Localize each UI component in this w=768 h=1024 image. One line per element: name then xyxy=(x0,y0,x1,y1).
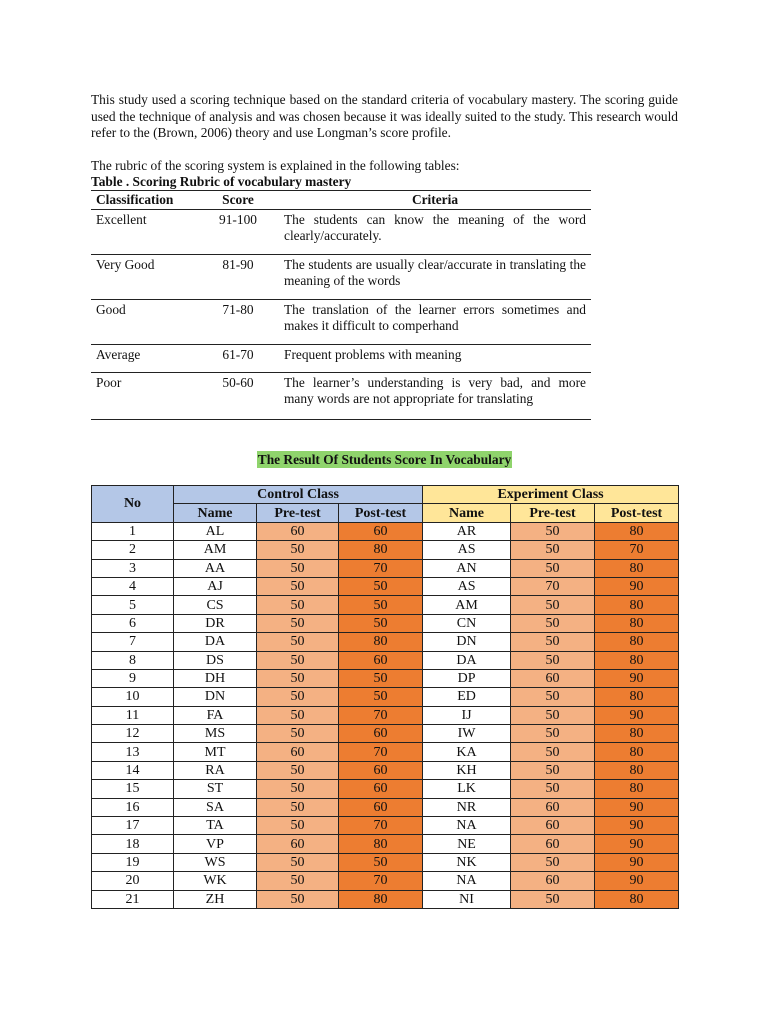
control-name-cell: ZH xyxy=(174,890,257,908)
control-posttest-cell: 70 xyxy=(339,743,423,761)
rubric-score: 91-100 xyxy=(197,210,279,255)
experiment-pretest-cell: 50 xyxy=(511,651,595,669)
experiment-pretest-cell: 50 xyxy=(511,890,595,908)
experiment-pretest-cell: 60 xyxy=(511,817,595,835)
control-pretest-cell: 50 xyxy=(257,780,339,798)
control-name-cell: AM xyxy=(174,541,257,559)
experiment-name-cell: IW xyxy=(423,725,511,743)
experiment-pretest-cell: 50 xyxy=(511,780,595,798)
control-name-cell: FA xyxy=(174,706,257,724)
control-pretest-cell: 60 xyxy=(257,835,339,853)
experiment-name-cell: NA xyxy=(423,817,511,835)
row-number-cell: 7 xyxy=(92,633,174,651)
control-posttest-cell: 70 xyxy=(339,706,423,724)
table-row xyxy=(92,596,679,614)
rubric-classification: Excellent xyxy=(91,210,197,255)
experiment-pretest-cell: 50 xyxy=(511,725,595,743)
control-pretest-cell: 50 xyxy=(257,725,339,743)
experiment-name-cell: LK xyxy=(423,780,511,798)
row-number-cell: 9 xyxy=(92,669,174,687)
rubric-criteria: The learner’s understanding is very bad, and more many words are not appropriate for translating xyxy=(279,373,591,420)
control-posttest-cell: 60 xyxy=(339,780,423,798)
control-posttest-cell: 50 xyxy=(339,853,423,871)
experiment-posttest-cell: 80 xyxy=(595,522,679,540)
control-name-cell: MS xyxy=(174,725,257,743)
experiment-name-cell: DP xyxy=(423,669,511,687)
header-control-class: Control Class xyxy=(174,486,423,504)
rubric-table xyxy=(91,190,591,420)
experiment-name-cell: NR xyxy=(423,798,511,816)
header-experiment-pretest: Pre-test xyxy=(511,504,595,522)
experiment-name-cell: NE xyxy=(423,835,511,853)
control-posttest-cell: 60 xyxy=(339,761,423,779)
control-name-cell: MT xyxy=(174,743,257,761)
experiment-posttest-cell: 80 xyxy=(595,688,679,706)
results-title-wrap xyxy=(91,451,678,469)
experiment-name-cell: DA xyxy=(423,651,511,669)
table-row xyxy=(92,725,679,743)
control-pretest-cell: 60 xyxy=(257,743,339,761)
control-pretest-cell: 50 xyxy=(257,890,339,908)
header-experiment-class: Experiment Class xyxy=(423,486,679,504)
rubric-criteria: The students are usually clear/accurate in translating the meaning of the words xyxy=(279,255,591,300)
control-name-cell: VP xyxy=(174,835,257,853)
control-name-cell: AJ xyxy=(174,577,257,595)
experiment-pretest-cell: 50 xyxy=(511,853,595,871)
table-row xyxy=(92,559,679,577)
control-pretest-cell: 50 xyxy=(257,577,339,595)
control-name-cell: DS xyxy=(174,651,257,669)
control-pretest-cell: 50 xyxy=(257,633,339,651)
row-number-cell: 10 xyxy=(92,688,174,706)
experiment-name-cell: ED xyxy=(423,688,511,706)
rubric-row xyxy=(91,373,591,420)
control-posttest-cell: 80 xyxy=(339,890,423,908)
row-number-cell: 15 xyxy=(92,780,174,798)
rubric-header-classification: Classification xyxy=(91,191,197,210)
experiment-pretest-cell: 70 xyxy=(511,577,595,595)
rubric-criteria: The translation of the learner errors sometimes and makes it difficult to comperhand xyxy=(279,300,591,345)
control-name-cell: CS xyxy=(174,596,257,614)
rubric-classification: Poor xyxy=(91,373,197,420)
table-row xyxy=(92,761,679,779)
experiment-name-cell: CN xyxy=(423,614,511,632)
header-experiment-posttest: Post-test xyxy=(595,504,679,522)
table-row xyxy=(92,688,679,706)
control-name-cell: DH xyxy=(174,669,257,687)
row-number-cell: 14 xyxy=(92,761,174,779)
control-posttest-cell: 70 xyxy=(339,872,423,890)
experiment-posttest-cell: 80 xyxy=(595,890,679,908)
control-posttest-cell: 50 xyxy=(339,688,423,706)
experiment-posttest-cell: 80 xyxy=(595,743,679,761)
rubric-row xyxy=(91,210,591,255)
table-row xyxy=(92,577,679,595)
row-number-cell: 5 xyxy=(92,596,174,614)
experiment-pretest-cell: 50 xyxy=(511,743,595,761)
rubric-row xyxy=(91,300,591,345)
experiment-name-cell: AM xyxy=(423,596,511,614)
experiment-posttest-cell: 90 xyxy=(595,577,679,595)
control-posttest-cell: 50 xyxy=(339,577,423,595)
control-name-cell: RA xyxy=(174,761,257,779)
table-row xyxy=(92,872,679,890)
row-number-cell: 19 xyxy=(92,853,174,871)
row-number-cell: 8 xyxy=(92,651,174,669)
experiment-posttest-cell: 90 xyxy=(595,853,679,871)
rubric-classification: Average xyxy=(91,345,197,373)
table-row xyxy=(92,614,679,632)
table-row xyxy=(92,651,679,669)
control-pretest-cell: 50 xyxy=(257,651,339,669)
header-control-posttest: Post-test xyxy=(339,504,423,522)
rubric-caption: Table . Scoring Rubric of vocabulary mastery xyxy=(91,174,352,189)
control-pretest-cell: 60 xyxy=(257,522,339,540)
experiment-pretest-cell: 50 xyxy=(511,522,595,540)
control-name-cell: ST xyxy=(174,780,257,798)
experiment-posttest-cell: 80 xyxy=(595,725,679,743)
scores-table xyxy=(91,485,679,909)
control-posttest-cell: 50 xyxy=(339,669,423,687)
experiment-posttest-cell: 80 xyxy=(595,761,679,779)
experiment-posttest-cell: 90 xyxy=(595,669,679,687)
row-number-cell: 6 xyxy=(92,614,174,632)
scores-body xyxy=(92,522,679,908)
row-number-cell: 18 xyxy=(92,835,174,853)
control-name-cell: WK xyxy=(174,872,257,890)
control-name-cell: DA xyxy=(174,633,257,651)
control-posttest-cell: 60 xyxy=(339,522,423,540)
rubric-score: 81-90 xyxy=(197,255,279,300)
rubric-score: 61-70 xyxy=(197,345,279,373)
experiment-posttest-cell: 90 xyxy=(595,706,679,724)
rubric-score: 50-60 xyxy=(197,373,279,420)
experiment-pretest-cell: 50 xyxy=(511,761,595,779)
experiment-pretest-cell: 50 xyxy=(511,688,595,706)
row-number-cell: 13 xyxy=(92,743,174,761)
table-row xyxy=(92,853,679,871)
table-row xyxy=(92,817,679,835)
experiment-posttest-cell: 90 xyxy=(595,835,679,853)
rubric-criteria: Frequent problems with meaning xyxy=(279,345,591,373)
table-row xyxy=(92,780,679,798)
control-name-cell: WS xyxy=(174,853,257,871)
control-pretest-cell: 50 xyxy=(257,559,339,577)
experiment-pretest-cell: 60 xyxy=(511,669,595,687)
row-number-cell: 21 xyxy=(92,890,174,908)
row-number-cell: 20 xyxy=(92,872,174,890)
header-experiment-name: Name xyxy=(423,504,511,522)
experiment-name-cell: NK xyxy=(423,853,511,871)
row-number-cell: 11 xyxy=(92,706,174,724)
control-posttest-cell: 60 xyxy=(339,725,423,743)
row-number-cell: 17 xyxy=(92,817,174,835)
table-row xyxy=(92,522,679,540)
row-number-cell: 4 xyxy=(92,577,174,595)
table-row xyxy=(92,633,679,651)
experiment-pretest-cell: 50 xyxy=(511,706,595,724)
table-row xyxy=(92,541,679,559)
row-number-cell: 12 xyxy=(92,725,174,743)
rubric-header-score: Score xyxy=(197,191,279,210)
rubric-classification: Very Good xyxy=(91,255,197,300)
experiment-name-cell: KH xyxy=(423,761,511,779)
table-row xyxy=(92,743,679,761)
control-posttest-cell: 80 xyxy=(339,541,423,559)
control-pretest-cell: 50 xyxy=(257,798,339,816)
experiment-name-cell: NA xyxy=(423,872,511,890)
control-name-cell: AL xyxy=(174,522,257,540)
table-row xyxy=(92,835,679,853)
experiment-pretest-cell: 50 xyxy=(511,596,595,614)
control-pretest-cell: 50 xyxy=(257,817,339,835)
experiment-posttest-cell: 90 xyxy=(595,872,679,890)
rubric-score: 71-80 xyxy=(197,300,279,345)
control-pretest-cell: 50 xyxy=(257,853,339,871)
experiment-name-cell: AR xyxy=(423,522,511,540)
control-posttest-cell: 70 xyxy=(339,559,423,577)
rubric-criteria: The students can know the meaning of the word clearly/accurately. xyxy=(279,210,591,255)
experiment-posttest-cell: 90 xyxy=(595,798,679,816)
control-pretest-cell: 50 xyxy=(257,541,339,559)
experiment-pretest-cell: 50 xyxy=(511,614,595,632)
row-number-cell: 2 xyxy=(92,541,174,559)
experiment-name-cell: AN xyxy=(423,559,511,577)
row-number-cell: 16 xyxy=(92,798,174,816)
experiment-pretest-cell: 60 xyxy=(511,798,595,816)
experiment-name-cell: NI xyxy=(423,890,511,908)
control-name-cell: DR xyxy=(174,614,257,632)
table-row xyxy=(92,669,679,687)
control-posttest-cell: 70 xyxy=(339,817,423,835)
experiment-posttest-cell: 90 xyxy=(595,817,679,835)
header-control-name: Name xyxy=(174,504,257,522)
control-posttest-cell: 60 xyxy=(339,651,423,669)
experiment-pretest-cell: 50 xyxy=(511,541,595,559)
control-name-cell: AA xyxy=(174,559,257,577)
header-no: No xyxy=(92,486,174,523)
row-number-cell: 3 xyxy=(92,559,174,577)
experiment-posttest-cell: 80 xyxy=(595,651,679,669)
experiment-posttest-cell: 80 xyxy=(595,559,679,577)
control-pretest-cell: 50 xyxy=(257,706,339,724)
control-name-cell: DN xyxy=(174,688,257,706)
control-pretest-cell: 50 xyxy=(257,614,339,632)
control-pretest-cell: 50 xyxy=(257,688,339,706)
row-number-cell: 1 xyxy=(92,522,174,540)
experiment-posttest-cell: 70 xyxy=(595,541,679,559)
experiment-name-cell: AS xyxy=(423,541,511,559)
rubric-classification: Good xyxy=(91,300,197,345)
control-posttest-cell: 60 xyxy=(339,798,423,816)
experiment-pretest-cell: 50 xyxy=(511,559,595,577)
control-posttest-cell: 50 xyxy=(339,596,423,614)
table-row xyxy=(92,890,679,908)
rubric-row xyxy=(91,345,591,373)
experiment-name-cell: AS xyxy=(423,577,511,595)
control-pretest-cell: 50 xyxy=(257,761,339,779)
experiment-name-cell: IJ xyxy=(423,706,511,724)
control-posttest-cell: 80 xyxy=(339,835,423,853)
control-posttest-cell: 50 xyxy=(339,614,423,632)
experiment-pretest-cell: 60 xyxy=(511,872,595,890)
experiment-name-cell: KA xyxy=(423,743,511,761)
document-page xyxy=(91,92,678,907)
control-name-cell: SA xyxy=(174,798,257,816)
control-pretest-cell: 50 xyxy=(257,596,339,614)
rubric-header-criteria: Criteria xyxy=(279,191,591,210)
control-name-cell: TA xyxy=(174,817,257,835)
experiment-name-cell: DN xyxy=(423,633,511,651)
intro-paragraph: This study used a scoring technique based on the standard criteria of vocabulary mastery. The scoring guide used the technique of analysis and was chosen because it was ideally suited to the study. This research would refer to the (Brown, 2006) theory and use Longman’s score profile. xyxy=(91,92,678,140)
experiment-posttest-cell: 80 xyxy=(595,633,679,651)
experiment-posttest-cell: 80 xyxy=(595,780,679,798)
rubric-lead-text: The rubric of the scoring system is explained in the following tables: xyxy=(91,157,460,173)
control-pretest-cell: 50 xyxy=(257,669,339,687)
experiment-pretest-cell: 60 xyxy=(511,835,595,853)
experiment-posttest-cell: 80 xyxy=(595,596,679,614)
experiment-pretest-cell: 50 xyxy=(511,633,595,651)
header-control-pretest: Pre-test xyxy=(257,504,339,522)
control-posttest-cell: 80 xyxy=(339,633,423,651)
table-row xyxy=(92,706,679,724)
control-pretest-cell: 50 xyxy=(257,872,339,890)
rubric-row xyxy=(91,255,591,300)
experiment-posttest-cell: 80 xyxy=(595,614,679,632)
table-row xyxy=(92,798,679,816)
results-title: The Result Of Students Score In Vocabulary xyxy=(257,452,512,467)
